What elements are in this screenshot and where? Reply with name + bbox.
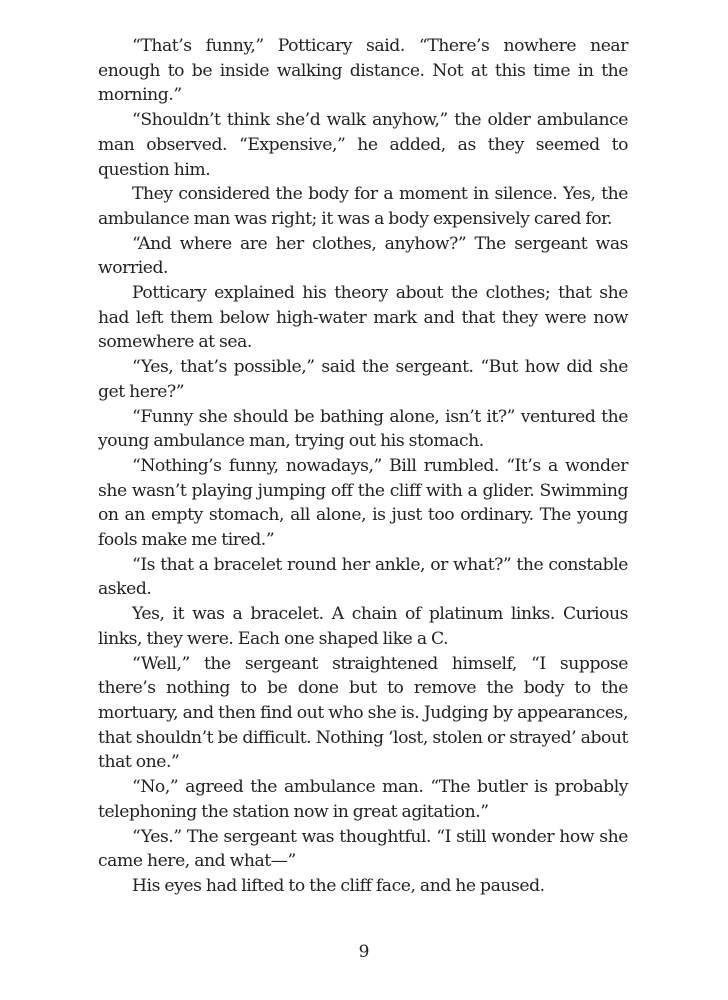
paragraph: “Funny she should be bathing alone, isn’t it?” ventured the young ambulance man, trying out his stomach. <box>98 406 628 452</box>
paragraph: “Well,” the sergeant straightened himself, “I suppose there’s nothing to be done but to remove the body to the mortuary, and then find out who she is. Judging by appearances, that shouldn’t be difficult. Nothing ‘lost, stolen or strayed’ about that one.” <box>98 653 628 773</box>
paragraph: They considered the body for a moment in silence. Yes, the ambulance man was right; it was a body expensively cared for. <box>98 184 628 229</box>
paragraph: “No,” agreed the ambulance man. “The butler is probably telephoning the station now in great agitation.” <box>98 777 628 822</box>
page-body <box>98 34 628 899</box>
paragraph: “And where are her clothes, anyhow?” The sergeant was worried. <box>98 233 628 279</box>
paragraph: “Yes.” The sergeant was thoughtful. “I still wonder how she came here, and what—” <box>98 826 628 872</box>
paragraph: Potticary explained his theory about the clothes; that she had left them below high-water mark and that they were now somewhere at sea. <box>98 283 628 353</box>
paragraph: “Yes, that’s possible,” said the sergeant. “But how did she get here?” <box>98 357 628 402</box>
paragraph: “Is that a bracelet round her ankle, or what?” the constable asked. <box>98 554 628 600</box>
paragraph: His eyes had lifted to the cliff face, and he paused. <box>132 875 545 896</box>
paragraph: “Nothing’s funny, nowadays,” Bill rumbled. “It’s a wonder she wasn’t playing jumping off the cliff with a glider. Swimming on an empty stomach, all alone, is just too ordinary. The young fools make me tired.” <box>98 455 628 551</box>
paragraph: Yes, it was a bracelet. A chain of platinum links. Curious links, they were. Each one shaped like a C. <box>98 604 628 649</box>
paragraph: “That’s funny,” Potticary said. “There’s nowhere near enough to be inside walking distance. Not at this time in the morning.” <box>98 36 628 106</box>
page-number: 9 <box>358 942 370 962</box>
paragraph: “Shouldn’t think she’d walk anyhow,” the older ambulance man observed. “Expensive,” he added, as they seemed to question him. <box>98 110 628 180</box>
